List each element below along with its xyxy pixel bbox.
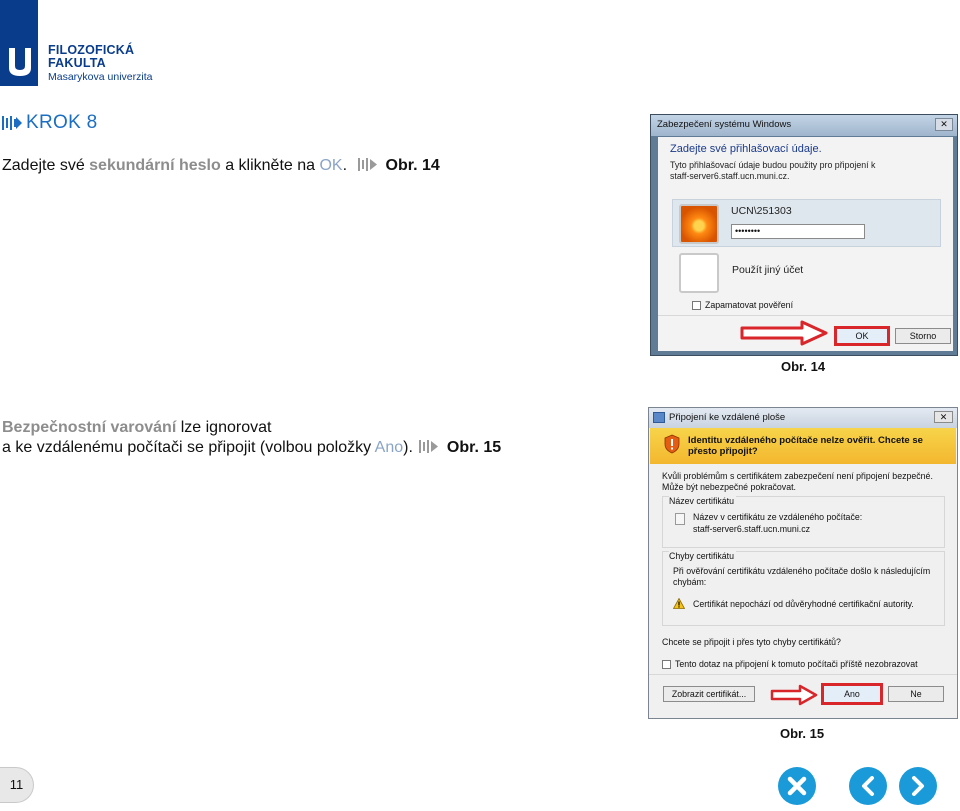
figure-14-caption: Obr. 14 [781,359,826,374]
shield-warning-icon [664,434,680,454]
certificate-name-line-2: staff-server6.staff.ucn.muni.cz [693,524,811,534]
certificate-error-item [673,598,914,609]
credential-tile[interactable] [672,199,941,247]
warning-title [688,435,923,457]
step-arrow-icon [2,115,22,131]
credentials-info-line-1: Tyto přihlašovací údaje budou použity pro připojení k [670,160,876,170]
credentials-info-line-2: staff-server6.staff.ucn.muni.cz. [670,171,790,181]
warning-triangle-icon [673,598,685,609]
instruction-2-line2: a ke vzdálenému počítači se připojit (volbou položky [2,439,375,456]
certificate-errors-line-1: Při ověřování certifikátu vzdáleného počítače došlo k následujícím [673,566,931,576]
red-arrow-icon [740,320,828,346]
certificate-errors-text [673,566,930,588]
step-label: KROK 8 [26,112,98,133]
certificate-errors-group [662,551,945,626]
remote-desktop-dialog [648,407,958,719]
checkbox-icon[interactable] [662,660,671,669]
dont-ask-label: Tento dotaz na připojení k tomuto počítači příště nezobrazovat [675,659,918,669]
dialog-title: Zabezpečení systému Windows [657,119,792,130]
logo-line-3: Masarykova univerzita [48,71,153,83]
certificate-name-group [662,496,945,548]
warning-intro [662,471,933,493]
instruction-1-part2: a klikněte na [220,157,320,174]
warning-title-line-1: Identitu vzdáleného počítače nelze ověřit. Chcete se [688,435,923,446]
step-heading [2,112,98,134]
certificate-name-label: Název certifikátu [669,496,735,506]
username-label: UCN\251303 [731,205,792,217]
page-number: 11 [0,767,34,803]
next-page-button[interactable] [899,767,937,805]
red-arrow-icon [770,684,818,706]
certificate-name-line-1: Název v certifikátu ze vzdáleného počítače: [693,512,863,522]
password-field[interactable]: •••••••• [731,224,865,239]
dont-ask-checkbox[interactable] [662,659,918,669]
divider [649,674,957,675]
instruction-1 [2,157,440,175]
reference-arrow-icon [419,439,439,454]
faculty-logo-mark [0,0,38,86]
certificate-errors-line-2: chybám: [673,577,707,587]
dialog-title: Připojení ke vzdálené ploše [669,412,786,423]
instruction-2 [2,418,501,458]
figure-15-reference: Obr. 15 [446,439,502,456]
close-icon[interactable]: ✕ [935,118,953,131]
instruction-2-part2: ). [403,439,413,456]
close-button[interactable] [778,767,816,805]
warning-intro-line-2: Může být nebezpečné pokračovat. [662,482,796,492]
previous-page-button[interactable] [849,767,887,805]
close-icon[interactable]: ✕ [934,411,953,423]
certificate-error-text: Certifikát nepochází od důvěryhodné certifikační autority. [693,598,914,609]
ok-button[interactable]: OK [834,326,890,346]
use-other-account-link[interactable]: Použít jiný účet [732,264,804,276]
dialog-title-bar [649,408,957,428]
logo-line-1: FILOZOFICKÁ [48,43,135,57]
dialog-body [658,137,953,351]
yes-highlight: Ano [374,439,404,456]
yes-button[interactable]: Ano [821,683,883,705]
certificate-errors-label: Chyby certifikátu [669,551,735,561]
windows-security-dialog [650,114,958,356]
instruction-1-part1: Zadejte své [2,157,90,174]
ok-highlight: OK [319,157,343,174]
logo-emblem-icon [7,46,33,78]
warning-title-line-2: přesto připojit? [688,446,758,457]
cancel-button[interactable]: Storno [895,328,951,344]
credentials-info [670,160,875,182]
instruction-2-part1: lze ignorovat [176,419,272,436]
close-icon [787,776,807,796]
chevron-right-icon [909,776,927,796]
no-button[interactable]: Ne [888,686,944,702]
dialog-title-bar [651,115,957,136]
warning-banner [650,428,956,464]
credentials-heading: Zadejte své přihlašovací údaje. [670,143,822,155]
figure-14-reference: Obr. 14 [385,157,440,174]
checkbox-icon[interactable] [692,301,701,310]
faculty-logo-text [48,44,152,84]
secondary-password-highlight: sekundární heslo [89,157,221,174]
remember-credentials-label: Zapamatovat pověření [705,300,794,310]
remote-desktop-icon [653,412,665,423]
user-avatar-icon [679,204,719,244]
divider [658,315,953,316]
remember-credentials-checkbox[interactable] [692,300,793,310]
connect-question: Chcete se připojit i přes tyto chyby certifikátů? [662,637,841,647]
instruction-1-part3: . [342,157,348,174]
certificate-name-text [693,511,862,535]
logo-line-2: FAKULTA [48,56,106,70]
chevron-left-icon [859,776,877,796]
reference-arrow-icon [358,157,378,172]
other-account-avatar-icon[interactable] [679,253,719,293]
certificate-icon [675,513,685,525]
warning-intro-line-1: Kvůli problémům s certifikátem zabezpečení není připojení bezpečné. [662,471,933,481]
figure-15-caption: Obr. 15 [780,726,825,741]
view-certificate-button[interactable]: Zobrazit certifikát... [663,686,755,702]
security-warning-highlight: Bezpečnostní varování [2,419,177,436]
